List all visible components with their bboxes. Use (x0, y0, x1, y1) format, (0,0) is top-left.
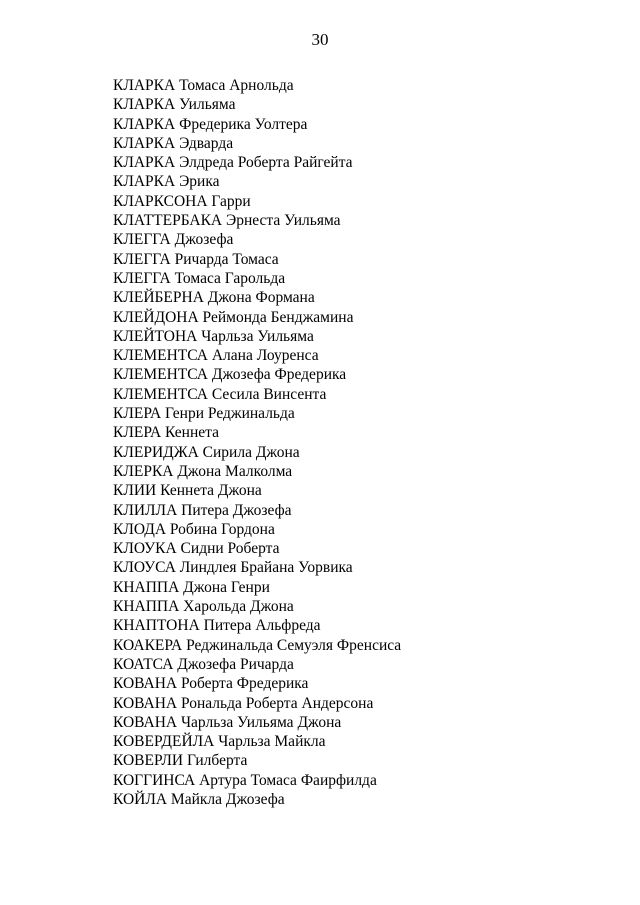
name-list-item: КЛЕМЕНТСА Алана Лоуренса (113, 347, 319, 365)
name-list-item: КЛОУСА Линдлея Брайана Уорвика (113, 559, 353, 577)
name-list-item: КЛАРКА Фредерика Уолтера (113, 115, 308, 133)
name-list-item: КОВЕРДЕЙЛА Чарльза Майкла (113, 733, 326, 751)
name-list-item: КЛЕРИДЖА Сирила Джона (113, 443, 300, 461)
name-list-item: КНАПТОНА Питера Альфреда (113, 617, 321, 635)
name-list-item: КОГГИНСА Артура Томаса Фаирфилда (113, 771, 377, 789)
name-list-item: КЛЕРА Кеннета (113, 424, 219, 442)
name-list-item: КОАТСА Джозефа Ричарда (113, 655, 294, 673)
name-list-item: КЛЕРА Генри Реджинальда (113, 405, 295, 423)
name-list-item: КЛАРКА Уильяма (113, 96, 236, 114)
name-list-item: КОВЕРЛИ Гилберта (113, 752, 248, 770)
name-list-item: КЛИЛЛА Питера Джозефа (113, 501, 292, 519)
name-list-item: КНАППА Джона Генри (113, 578, 270, 596)
name-list-item: КЛАТТЕРБАКА Эрнеста Уильяма (113, 212, 341, 230)
name-list-item: КЛЕМЕНТСА Джозефа Фредерика (113, 366, 347, 384)
name-list-item: КЛЕМЕНТСА Сесила Винсента (113, 385, 327, 403)
name-list-item: КЛЕЙДОНА Реймонда Бенджамина (113, 308, 354, 326)
name-list-item: КНАППА Харольда Джона (113, 598, 294, 616)
name-list-item: КЛЕЙБЕРНА Джона Формана (113, 289, 315, 307)
name-list-item: КЛЕГГА Ричарда Томаса (113, 250, 279, 268)
name-list-item: КОВАНА Рональда Роберта Андерсона (113, 694, 374, 712)
name-list-item: КОВАНА Роберта Фредерика (113, 675, 309, 693)
name-list-item: КЛОУКА Сидни Роберта (113, 540, 280, 558)
name-list-item: КОАКЕРА Реджинальда Семуэля Френсиса (113, 636, 402, 654)
name-list-item: КЛЕГГА Джозефа (113, 231, 234, 249)
name-list-item: КЛАРКА Эдварда (113, 134, 234, 152)
name-list-item: КЛЕГГА Томаса Гарольда (113, 269, 286, 287)
name-list (113, 76, 401, 809)
name-list-item: КЛАРКСОНА Гарри (113, 192, 251, 210)
name-list-item: КОВАНА Чарльза Уильяма Джона (113, 713, 342, 731)
name-list-item: КОЙЛА Майкла Джозефа (113, 790, 285, 808)
name-list-item: КЛЕЙТОНА Чарльза Уильяма (113, 327, 314, 345)
name-list-item: КЛАРКА Эрика (113, 173, 220, 191)
name-list-item: КЛИИ Кеннета Джона (113, 482, 262, 500)
name-list-item: КЛАРКА Элдреда Роберта Райгейта (113, 154, 353, 172)
page-number: 30 (311, 30, 329, 49)
name-list-item: КЛЕРКА Джона Малколма (113, 462, 293, 480)
name-list-item: КЛАРКА Томаса Арнольда (113, 77, 294, 94)
name-list-item: КЛОДА Робина Гордона (113, 520, 275, 538)
